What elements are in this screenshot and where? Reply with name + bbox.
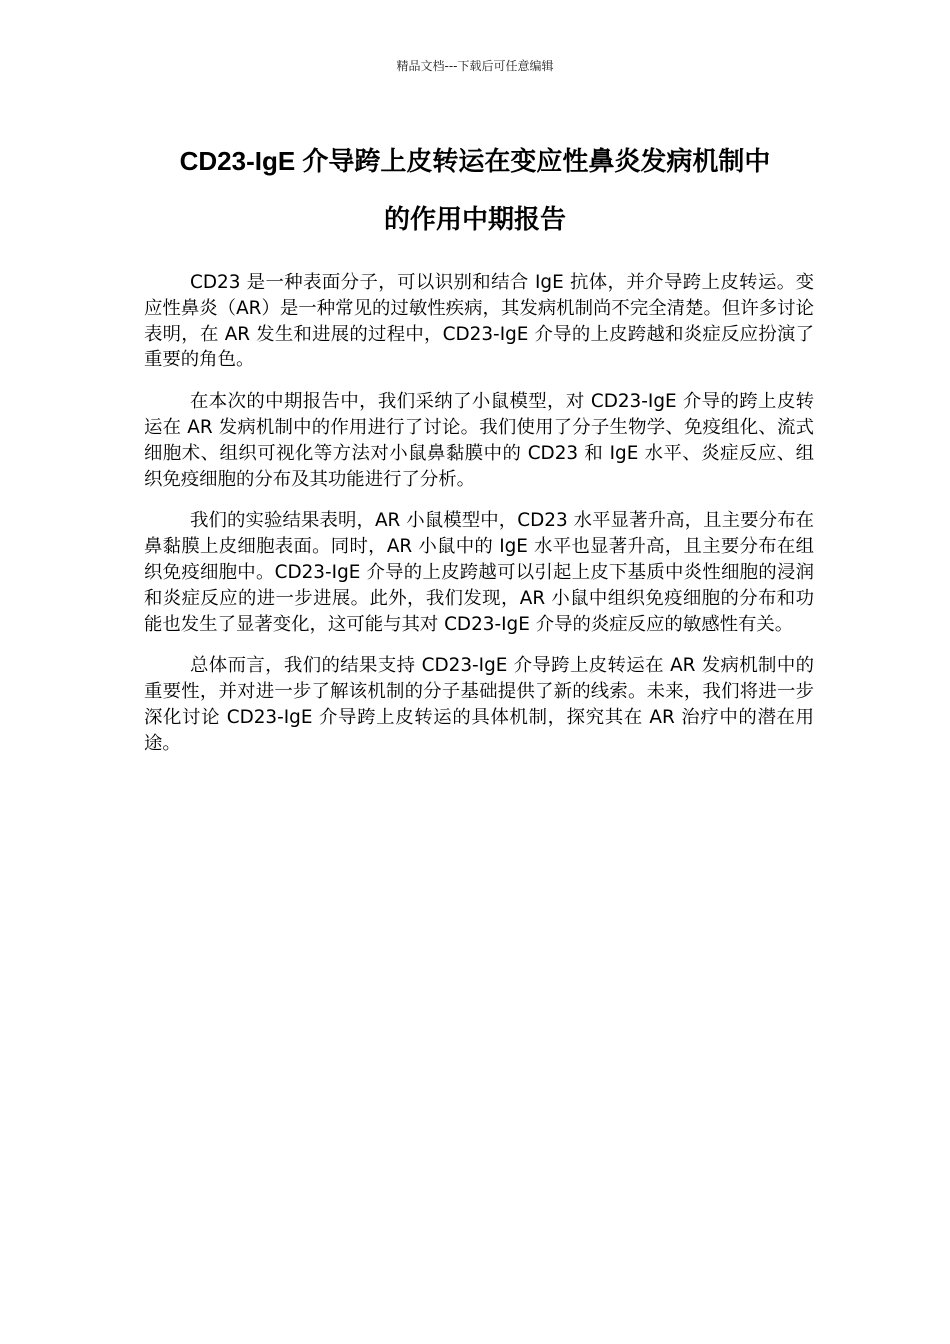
page-header-note: 精品文档---下载后可任意编辑 bbox=[396, 59, 554, 73]
document-title-line-1: CD23-IgE 介导跨上皮转运在变应性鼻炎发病机制中 bbox=[179, 146, 771, 176]
paragraph-4: 总体而言，我们的结果支持 CD23-IgE 介导跨上皮转运在 AR 发病机制中的重要性，并对进一步了解该机制的分子基础提供了新的线索。未来，我们将进一步深化讨论 CD23-IgE 介导跨上皮转运的具体机制，探究其在 AR 治疗中的潜在用途。 bbox=[144, 655, 814, 754]
document-title bbox=[140, 132, 810, 248]
paragraph-1: CD23 是一种表面分子，可以识别和结合 IgE 抗体，并介导跨上皮转运。变应性鼻炎（AR）是一种常见的过敏性疾病，其发病机制尚不完全清楚。但许多讨论表明，在 AR 发生和进展的过程中，CD23-IgE 介导的上皮跨越和炎症反应扮演了重要的角色。 bbox=[144, 272, 814, 371]
paragraph-2: 在本次的中期报告中，我们采纳了小鼠模型，对 CD23-IgE 介导的跨上皮转运在 AR 发病机制中的作用进行了讨论。我们使用了分子生物学、免疫组化、流式细胞术、组织可视化等方法对小鼠鼻黏膜中的 CD23 和 IgE 水平、炎症反应、组织免疫细胞的分布及其功能进行了分析。 bbox=[144, 391, 814, 490]
paragraph-3: 我们的实验结果表明，AR 小鼠模型中，CD23 水平显著升高，且主要分布在鼻黏膜上皮细胞表面。同时，AR 小鼠中的 IgE 水平也显著升高，且主要分布在组织免疫细胞中。CD23-IgE 介导的上皮跨越可以引起上皮下基质中炎性细胞的浸润和炎症反应的进一步进展。此外，我们发现，AR 小鼠中组织免疫细胞的分布和功能也发生了显著变化，这可能与其对 CD23-IgE 介导的炎症反应的敏感性有关。 bbox=[144, 510, 814, 635]
document-body bbox=[144, 270, 814, 773]
document-title-line-2: 的作用中期报告 bbox=[383, 204, 566, 234]
